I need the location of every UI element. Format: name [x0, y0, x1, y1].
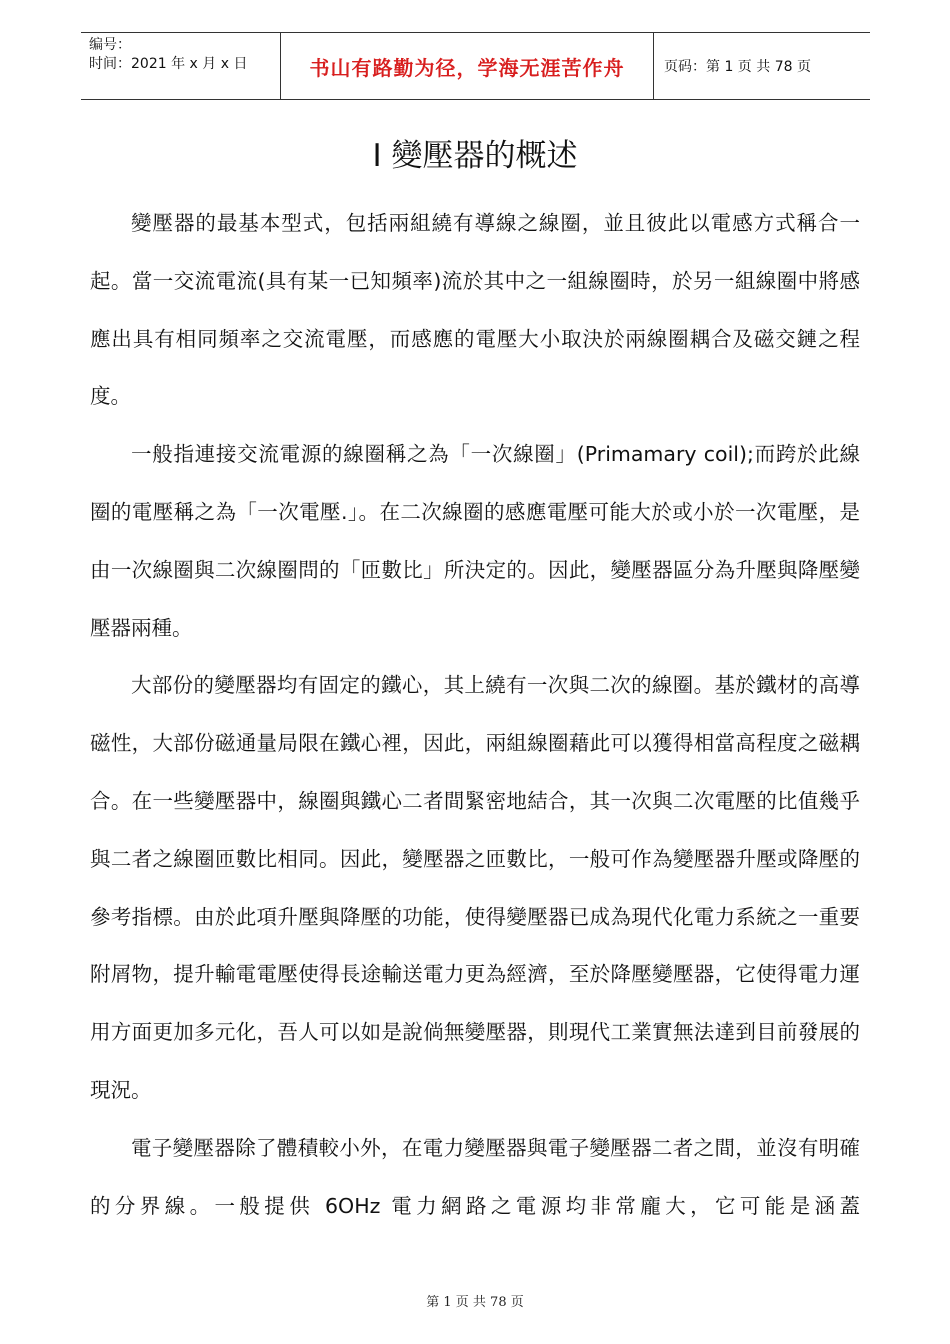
header-meta: [81, 33, 281, 99]
header-motto: 书山有路勤为径，学海无涯苦作舟: [281, 33, 654, 99]
document-title: I 變壓器的概述: [372, 138, 578, 174]
header-page-info: 页码：第 1 页 共 78 页: [664, 59, 811, 75]
paragraph-1: 變壓器的最基本型式，包括兩組繞有導線之線圈，並且彼此以電感方式稱合一起。當一交流電流(具有某一已知頻率)流於其中之一組線圈時，於另一組線圈中將感應出具有相同頻率之交流電壓，而感應的電壓大小取決於兩線圈耦合及磁交鏈之程度。: [90, 211, 860, 409]
paragraph-3: 大部份的變壓器均有固定的鐵心，其上繞有一次與二次的線圈。基於鐵材的高導磁性，大部份磁通量局限在鐵心裡，因此，兩組線圈藉此可以獲得相當高程度之磁耦合。在一些變壓器中，線圈與鐵心二者間緊密地結合，其一次與二次電壓的比值幾乎與二者之線圈匝數比相同。因此，變壓器之匝數比，一般可作為變壓器升壓或降壓的參考指標。由於此項升壓與降壓的功能，使得變壓器已成為現代化電力系統之一重要附屑物，提升輸電電壓使得長途輸送電力更為經濟，至於降壓變壓器，它使得電力運用方面更加多元化，吾人可以如是說倘無變壓器，則現代工業實無法達到目前發展的現況。: [90, 673, 860, 1102]
page-header: [81, 32, 870, 100]
paragraph-4: 電子變壓器除了體積較小外，在電力變壓器與電子變壓器二者之間，並沒有明確的分界線。一般提供 6OHz 電力網路之電源均非常龐大，它可能是涵蓋: [90, 1135, 860, 1218]
header-number-label: 编号：: [89, 37, 131, 53]
paragraph-2: 一般指連接交流電源的線圈稱之為「一次線圈」(Primamary coil);而跨於此線圈的電壓稱之為「一次電壓.」。在二次線圈的感應電壓可能大於或小於一次電壓，是由一次線圈與二次線圈問的「匝數比」所決定的。因此，變壓器區分為升壓與降壓變壓器兩種。: [90, 442, 860, 640]
page-footer: 第 1 页 共 78 页: [426, 1295, 524, 1310]
header-time: 时间：2021 年 x 月 x 日: [89, 56, 248, 72]
document-body: [90, 195, 860, 1235]
